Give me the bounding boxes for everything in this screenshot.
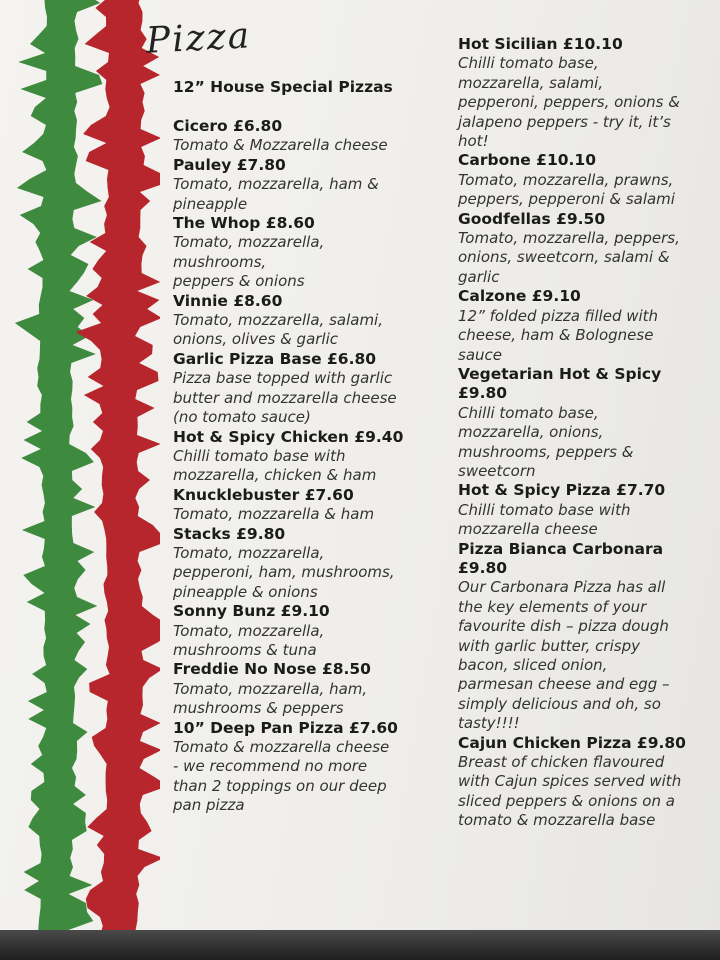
menu-item xyxy=(173,214,428,292)
menu-item xyxy=(173,719,428,816)
menu-item-description: Tomato, mozzarella, peppers, onions, sweetcorn, salami & garlic xyxy=(458,229,680,286)
menu-title: Pizza xyxy=(144,15,253,62)
menu-item-description: Tomato, mozzarella, ham & pineapple xyxy=(173,175,379,213)
menu-item-description: Chilli tomato base with mozzarella cheese xyxy=(458,500,631,539)
menu-item xyxy=(173,292,428,350)
menu-item-description: Our Carbonara Pizza has all the key elements of your favourite dish – pizza dough with garlic butter, crispy bacon, sliced onion, parmesan cheese and egg – simply delicious and oh, so tasty!!!! xyxy=(458,578,670,733)
menu-item-description: Chilli tomato base with mozzarella, chicken & ham xyxy=(173,446,377,485)
menu-item-name: Vegetarian Hot & Spicy £9.80 xyxy=(458,364,662,403)
green-brush-stripe xyxy=(15,0,103,938)
menu-item xyxy=(458,540,716,734)
menu-item xyxy=(458,287,716,365)
menu-item-description: Tomato, mozzarella, salami, onions, olives & garlic xyxy=(173,311,383,349)
menu-item-name: Carbone £10.10 xyxy=(458,151,596,170)
menu-item-name: Garlic Pizza Base £6.80 xyxy=(173,349,377,368)
menu-item xyxy=(458,210,716,288)
menu-item-description: Tomato, mozzarella, mushrooms, peppers & onions xyxy=(173,233,325,291)
left-item-list xyxy=(173,117,428,816)
menu-item xyxy=(458,35,716,151)
menu-item-name: Stacks £9.80 xyxy=(173,524,286,543)
menu-item-name: Sonny Bunz £9.10 xyxy=(173,602,330,621)
menu-item-name: 10” Deep Pan Pizza £7.60 xyxy=(173,718,398,737)
menu-item-name: Pauley £7.80 xyxy=(173,155,286,174)
menu-item-description: Tomato & mozzarella cheese - we recommend no more than 2 toppings on our deep pan pizza xyxy=(173,738,390,815)
menu-item xyxy=(458,734,716,831)
menu-item xyxy=(173,350,428,428)
menu-item xyxy=(458,365,716,481)
menu-item-description: Tomato, mozzarella, ham, mushrooms & peppers xyxy=(173,679,368,718)
menu-item-description: 12” folded pizza filled with cheese, ham & Bolognese sauce xyxy=(458,306,659,364)
menu-item-description: Pizza base topped with garlic butter and mozzarella cheese (no tomato sauce) xyxy=(173,369,397,427)
menu-item-name: Knucklebuster £7.60 xyxy=(173,485,354,504)
menu-item-description: Tomato, mozzarella & ham xyxy=(173,505,375,524)
menu-item-name: Vinnie £8.60 xyxy=(173,291,283,310)
menu-item-name: Cicero £6.80 xyxy=(173,117,283,135)
menu-item-description: Tomato, mozzarella, prawns, peppers, pepperoni & salami xyxy=(458,170,675,209)
menu-item-description: Tomato, mozzarella, mushrooms & tuna xyxy=(173,621,325,659)
menu-item-name: Hot Sicilian £10.10 xyxy=(458,35,623,53)
menu-item xyxy=(173,156,428,214)
menu-item xyxy=(173,428,428,486)
menu-item-name: Cajun Chicken Pizza £9.80 xyxy=(458,733,686,752)
menu-item-name: Goodfellas £9.50 xyxy=(458,209,606,228)
menu-column-right xyxy=(458,35,716,831)
menu-item xyxy=(458,151,716,209)
menu-item-description: Chilli tomato base, mozzarella, salami, pepperoni, peppers, onions & jalapeno peppers - try it, it’s hot! xyxy=(458,54,680,151)
menu-item-name: Hot & Spicy Pizza £7.70 xyxy=(458,481,666,500)
red-brush-stripe xyxy=(75,0,160,938)
section-subtitle: 12” House Special Pizzas xyxy=(173,78,393,96)
menu-item xyxy=(173,486,428,525)
menu-item-description: Chilli tomato base, mozzarella, onions, mushrooms, peppers & sweetcorn xyxy=(458,403,634,480)
menu-item-description: Tomato & Mozzarella cheese xyxy=(173,136,388,155)
italian-flag-stripes xyxy=(0,0,160,938)
menu-item-name: Pizza Bianca Carbonara £9.80 xyxy=(458,539,664,577)
menu-item xyxy=(458,481,716,539)
menu-column-left xyxy=(173,77,428,816)
menu-item xyxy=(173,602,428,660)
menu-item xyxy=(173,117,428,156)
right-item-list xyxy=(458,35,716,831)
menu-item-description: Breast of chicken flavoured with Cajun spices served with sliced peppers & onions on a tomato & mozzarella base xyxy=(458,753,682,830)
menu-item-name: The Whop £8.60 xyxy=(173,214,315,233)
menu-item-description: Tomato, mozzarella, pepperoni, ham, mushrooms, pineapple & onions xyxy=(173,543,395,601)
menu-item-name: Freddie No Nose £8.50 xyxy=(173,660,371,679)
table-surface xyxy=(0,930,720,960)
menu-item xyxy=(173,660,428,718)
menu-item xyxy=(173,525,428,603)
menu-item-name: Calzone £9.10 xyxy=(458,287,581,306)
menu-item-name: Hot & Spicy Chicken £9.40 xyxy=(173,427,404,446)
